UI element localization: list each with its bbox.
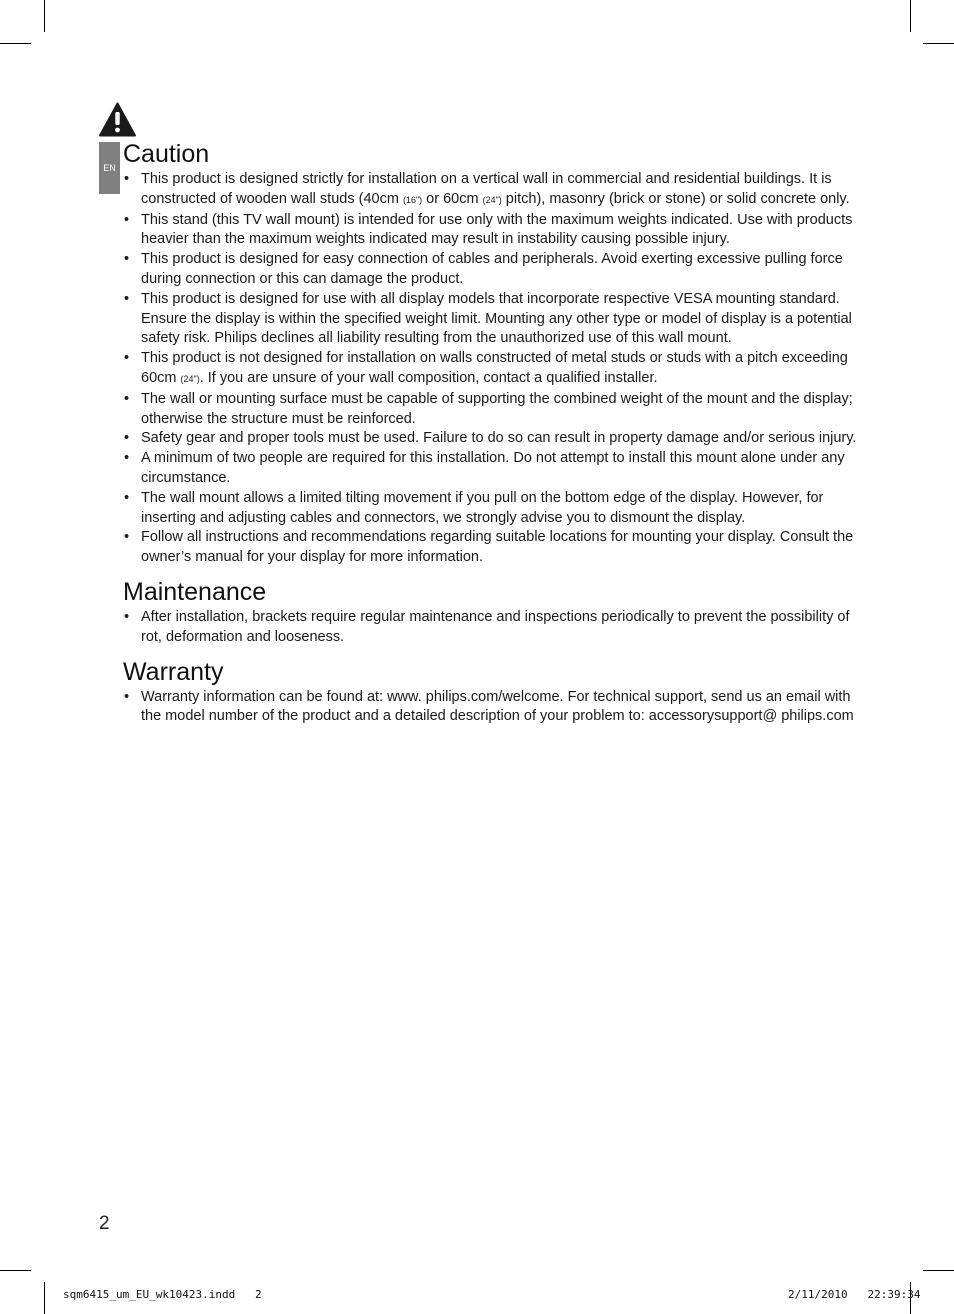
language-tab: EN — [99, 142, 120, 194]
list-item: • This product is designed for use with all display models that incorporate respective VESA mounting standard. Ensure the display is within the specified weight limit. Mounting any other type or model of display is a potential safety risk. Philips declines all liability resulting from the unauthorized use of this wall mount. — [123, 290, 858, 349]
list-item: • Safety gear and proper tools must be used. Failure to do so can result in property damage and/or serious injury. — [123, 429, 858, 449]
list-item: • This product is not designed for installation on walls constructed of metal studs or studs with a pitch exceeding 60cm (24"). If you are unsure of your wall composition, contact a qualified installer. — [123, 349, 858, 390]
list-item: • This product is designed for easy connection of cables and peripherals. Avoid exerting excessive pulling force during connection or this can damage the product. — [123, 250, 858, 290]
slug-filename: sqm6415_um_EU_wk10423.indd 2 — [63, 1288, 262, 1301]
list-item: • A minimum of two people are required for this installation. Do not attempt to install this mount alone under any circumstance. — [123, 449, 858, 489]
crop-mark — [0, 1270, 31, 1271]
caution-list — [123, 170, 858, 568]
list-item: • The wall or mounting surface must be capable of supporting the combined weight of the mount and the display; otherwise the structure must be reinforced. — [123, 390, 858, 430]
warranty-list — [123, 688, 858, 728]
crop-mark — [923, 1270, 954, 1271]
list-item: • Follow all instructions and recommendations regarding suitable locations for mounting your display. Consult the owner’s manual for your display for more information. — [123, 528, 858, 568]
warning-triangle-icon — [99, 102, 136, 137]
maintenance-heading: Maintenance — [123, 577, 267, 606]
list-item: • The wall mount allows a limited tilting movement if you pull on the bottom edge of the display. However, for inserting and adjusting cables and connectors, we strongly advise you to dismount the display. — [123, 489, 858, 529]
warranty-heading: Warranty — [123, 657, 224, 686]
document-body — [123, 138, 858, 727]
list-item: • After installation, brackets require regular maintenance and inspections periodically to prevent the possibility of rot, deformation and looseness. — [123, 608, 858, 648]
crop-mark — [44, 0, 45, 32]
caution-heading: Caution — [123, 140, 210, 168]
crop-mark — [0, 43, 31, 44]
list-item: • Warranty information can be found at: www. philips.com/welcome. For technical support, send us an email with the model number of the product and a detailed description of your problem to: accessorysupport@ philips.com — [123, 688, 858, 728]
list-item: • This stand (this TV wall mount) is intended for use only with the maximum weights indicated. Use with products heavier than the maximum weights indicated may result in instability causing possible injury. — [123, 211, 858, 251]
crop-mark — [923, 43, 954, 44]
maintenance-list — [123, 608, 858, 648]
slug-timestamp: 2/11/2010 22:39:34 — [788, 1288, 921, 1301]
list-item: • This product is designed strictly for installation on a vertical wall in commercial and residential buildings. It is constructed of wooden wall studs (40cm (16") or 60cm (24") pitch), masonry (brick or stone) or solid concrete only. — [123, 170, 858, 211]
crop-mark — [44, 1282, 45, 1314]
page-number: 2 — [99, 1213, 110, 1234]
crop-mark — [910, 0, 911, 32]
